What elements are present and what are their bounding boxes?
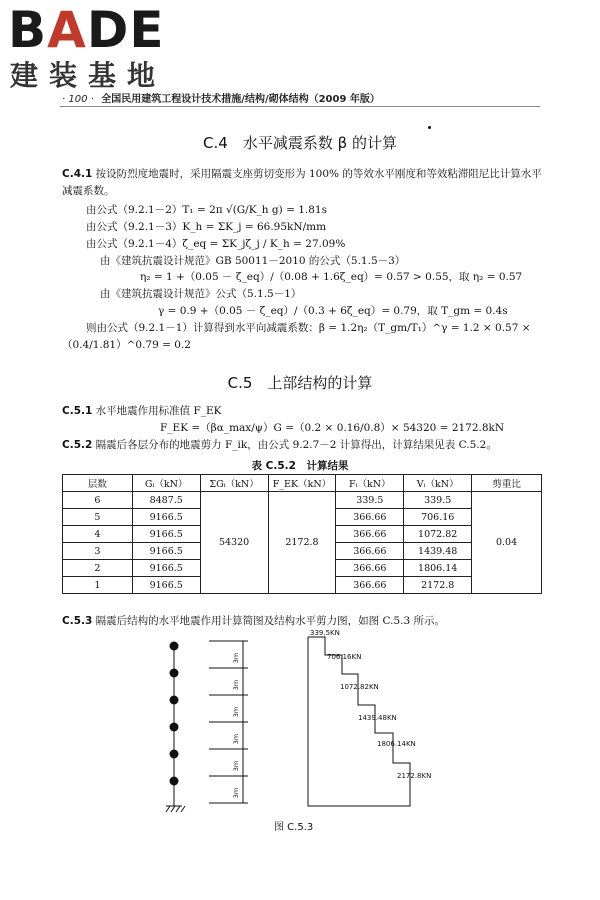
story-height-label: 3m (232, 733, 240, 745)
shear-label: 1072.82KN (340, 683, 379, 691)
shear-label: 1806.14KN (377, 740, 416, 748)
book-title: 全国民用建筑工程设计技术措施/结构/砌体结构（2009 年版） (101, 94, 380, 105)
mass-node (170, 696, 179, 705)
mass-node (170, 750, 179, 759)
formula-line: η₂ = 1 +（0.05 － ζ_eq）/（0.08 + 1.6ζ_eq）= 0.57 > 0.55，取 η₂ = 0.57 (140, 271, 523, 283)
formula-line: 由公式（9.2.1－3）K_h = ΣK_j = 66.95kN/mm (86, 221, 327, 233)
story-height-label: 3m (232, 652, 240, 664)
story-height-label: 3m (232, 787, 240, 799)
clause-c53-label: C.5.3 (62, 615, 93, 627)
formula-line: γ = 0.9 +（0.05 － ζ_eq）/（0.3 + 6ζ_eq）= 0.79，取 T_gm = 0.4s (158, 305, 508, 317)
col-header: Gᵢ（kN） (132, 475, 200, 492)
page-number: · 100 · (62, 94, 94, 105)
clause-c41-text: 按设防烈度地震时，采用隔震支座剪切变形为 100% 的等效水平刚度和等效粘滞阻尼比计算水平减震系数。 (62, 168, 542, 197)
base-hatch (176, 806, 180, 812)
mass-node (170, 669, 179, 678)
cell-f: 366.66 (336, 560, 404, 577)
cell-g: 9166.5 (132, 543, 200, 560)
shear-label: 2172.8KN (397, 772, 432, 780)
cell-v: 1072.82 (404, 526, 472, 543)
formula-line: 由公式（9.2.1－4）ζ_eq = ΣK_jζ_j / K_h = 27.09% (86, 238, 346, 250)
section-c5-title: C.5 上部结构的计算 (227, 374, 373, 392)
clause-c51-formula: F_EK =（βα_max/ψ）G =（0.2 × 0.16/0.8）× 54320 = 2172.8kN (160, 422, 505, 434)
cell-f: 366.66 (336, 577, 404, 594)
figure-caption: 图 C.5.3 (274, 822, 314, 833)
cell-v: 339.5 (404, 492, 472, 509)
clause-c41-label: C.4.1 (62, 168, 93, 180)
cell-g: 9166.5 (132, 577, 200, 594)
shear-label: 1439.48KN (358, 714, 397, 722)
col-header: Fᵢ（kN） (336, 475, 404, 492)
cell-floor: 5 (63, 509, 133, 526)
formula-line: 由公式（9.2.1－2）T₁ = 2π √(G/K_h g) = 1.81s (86, 204, 327, 216)
cell-floor: 4 (63, 526, 133, 543)
story-height-label: 3m (232, 679, 240, 691)
base-hatch (181, 806, 185, 812)
base-hatch (171, 806, 175, 812)
col-header: ΣGᵢ（kN） (200, 475, 268, 492)
cell-f: 366.66 (336, 526, 404, 543)
logo-chinese-name: 建装基地 (10, 59, 167, 92)
shear-label: 706.16KN (327, 653, 362, 661)
cell-v: 1806.14 (404, 560, 472, 577)
cell-v: 706.16 (404, 509, 472, 526)
story-height-label: 3m (232, 706, 240, 718)
mass-node (170, 777, 179, 786)
table-caption: 表 C.5.2 计算结果 (251, 460, 349, 472)
cell-v: 2172.8 (404, 577, 472, 594)
clause-c51-text: 水平地震作用标准值 F_EK (95, 405, 222, 417)
base-hatch (166, 806, 170, 812)
mass-node (170, 642, 179, 651)
clause-c51-label: C.5.1 (62, 405, 93, 417)
mass-node (170, 723, 179, 732)
clause-c53-text: 隔震后结构的水平地震作用计算简图及结构水平剪力图，如图 C.5.3 所示。 (95, 615, 446, 627)
formula-line: 由《建筑抗震设计规范》公式（5.1.5－1） (100, 288, 302, 300)
col-header: 剪重比 (472, 475, 542, 492)
col-header: F_EK（kN） (268, 475, 336, 492)
cell-g: 9166.5 (132, 560, 200, 577)
cell-fek: 2172.8 (268, 492, 336, 594)
formula-line: 则由公式（9.2.1－1）计算得到水平向减震系数：β = 1.2η₂（T_gm/T₁）^γ = 1.2 × 0.57 × (86, 322, 531, 334)
col-header: Vᵢ（kN） (404, 475, 472, 492)
cell-v: 1439.48 (404, 543, 472, 560)
cell-floor: 2 (63, 560, 133, 577)
cell-floor: 3 (63, 543, 133, 560)
formula-line: （0.4/1.81）^0.79 = 0.2 (62, 339, 191, 351)
cell-floor: 6 (63, 492, 133, 509)
cell-g: 9166.5 (132, 526, 200, 543)
clause-c52-text: 隔震后各层分布的地震剪力 F_ik，由公式 9.2.7－2 计算得出，计算结果见表 C.5.2。 (95, 439, 497, 451)
cell-g: 8487.5 (132, 492, 200, 509)
cell-f: 339.5 (336, 492, 404, 509)
clause-c52-label: C.5.2 (62, 439, 93, 451)
story-height-label: 3m (232, 760, 240, 772)
cell-ratio: 0.04 (472, 492, 542, 594)
section-c4-title: C.4 水平减震系数 β 的计算 (203, 134, 397, 152)
cell-floor: 1 (63, 577, 133, 594)
cell-sum-g: 54320 (200, 492, 268, 594)
cell-f: 366.66 (336, 543, 404, 560)
cell-g: 9166.5 (132, 509, 200, 526)
shear-label: 339.5KN (310, 629, 340, 637)
col-header: 层数 (63, 475, 133, 492)
formula-line: 由《建筑抗震设计规范》GB 50011－2010 的公式（5.1.5－3） (100, 255, 406, 267)
cell-f: 366.66 (336, 509, 404, 526)
logo-wordmark: BADE (8, 1, 165, 59)
